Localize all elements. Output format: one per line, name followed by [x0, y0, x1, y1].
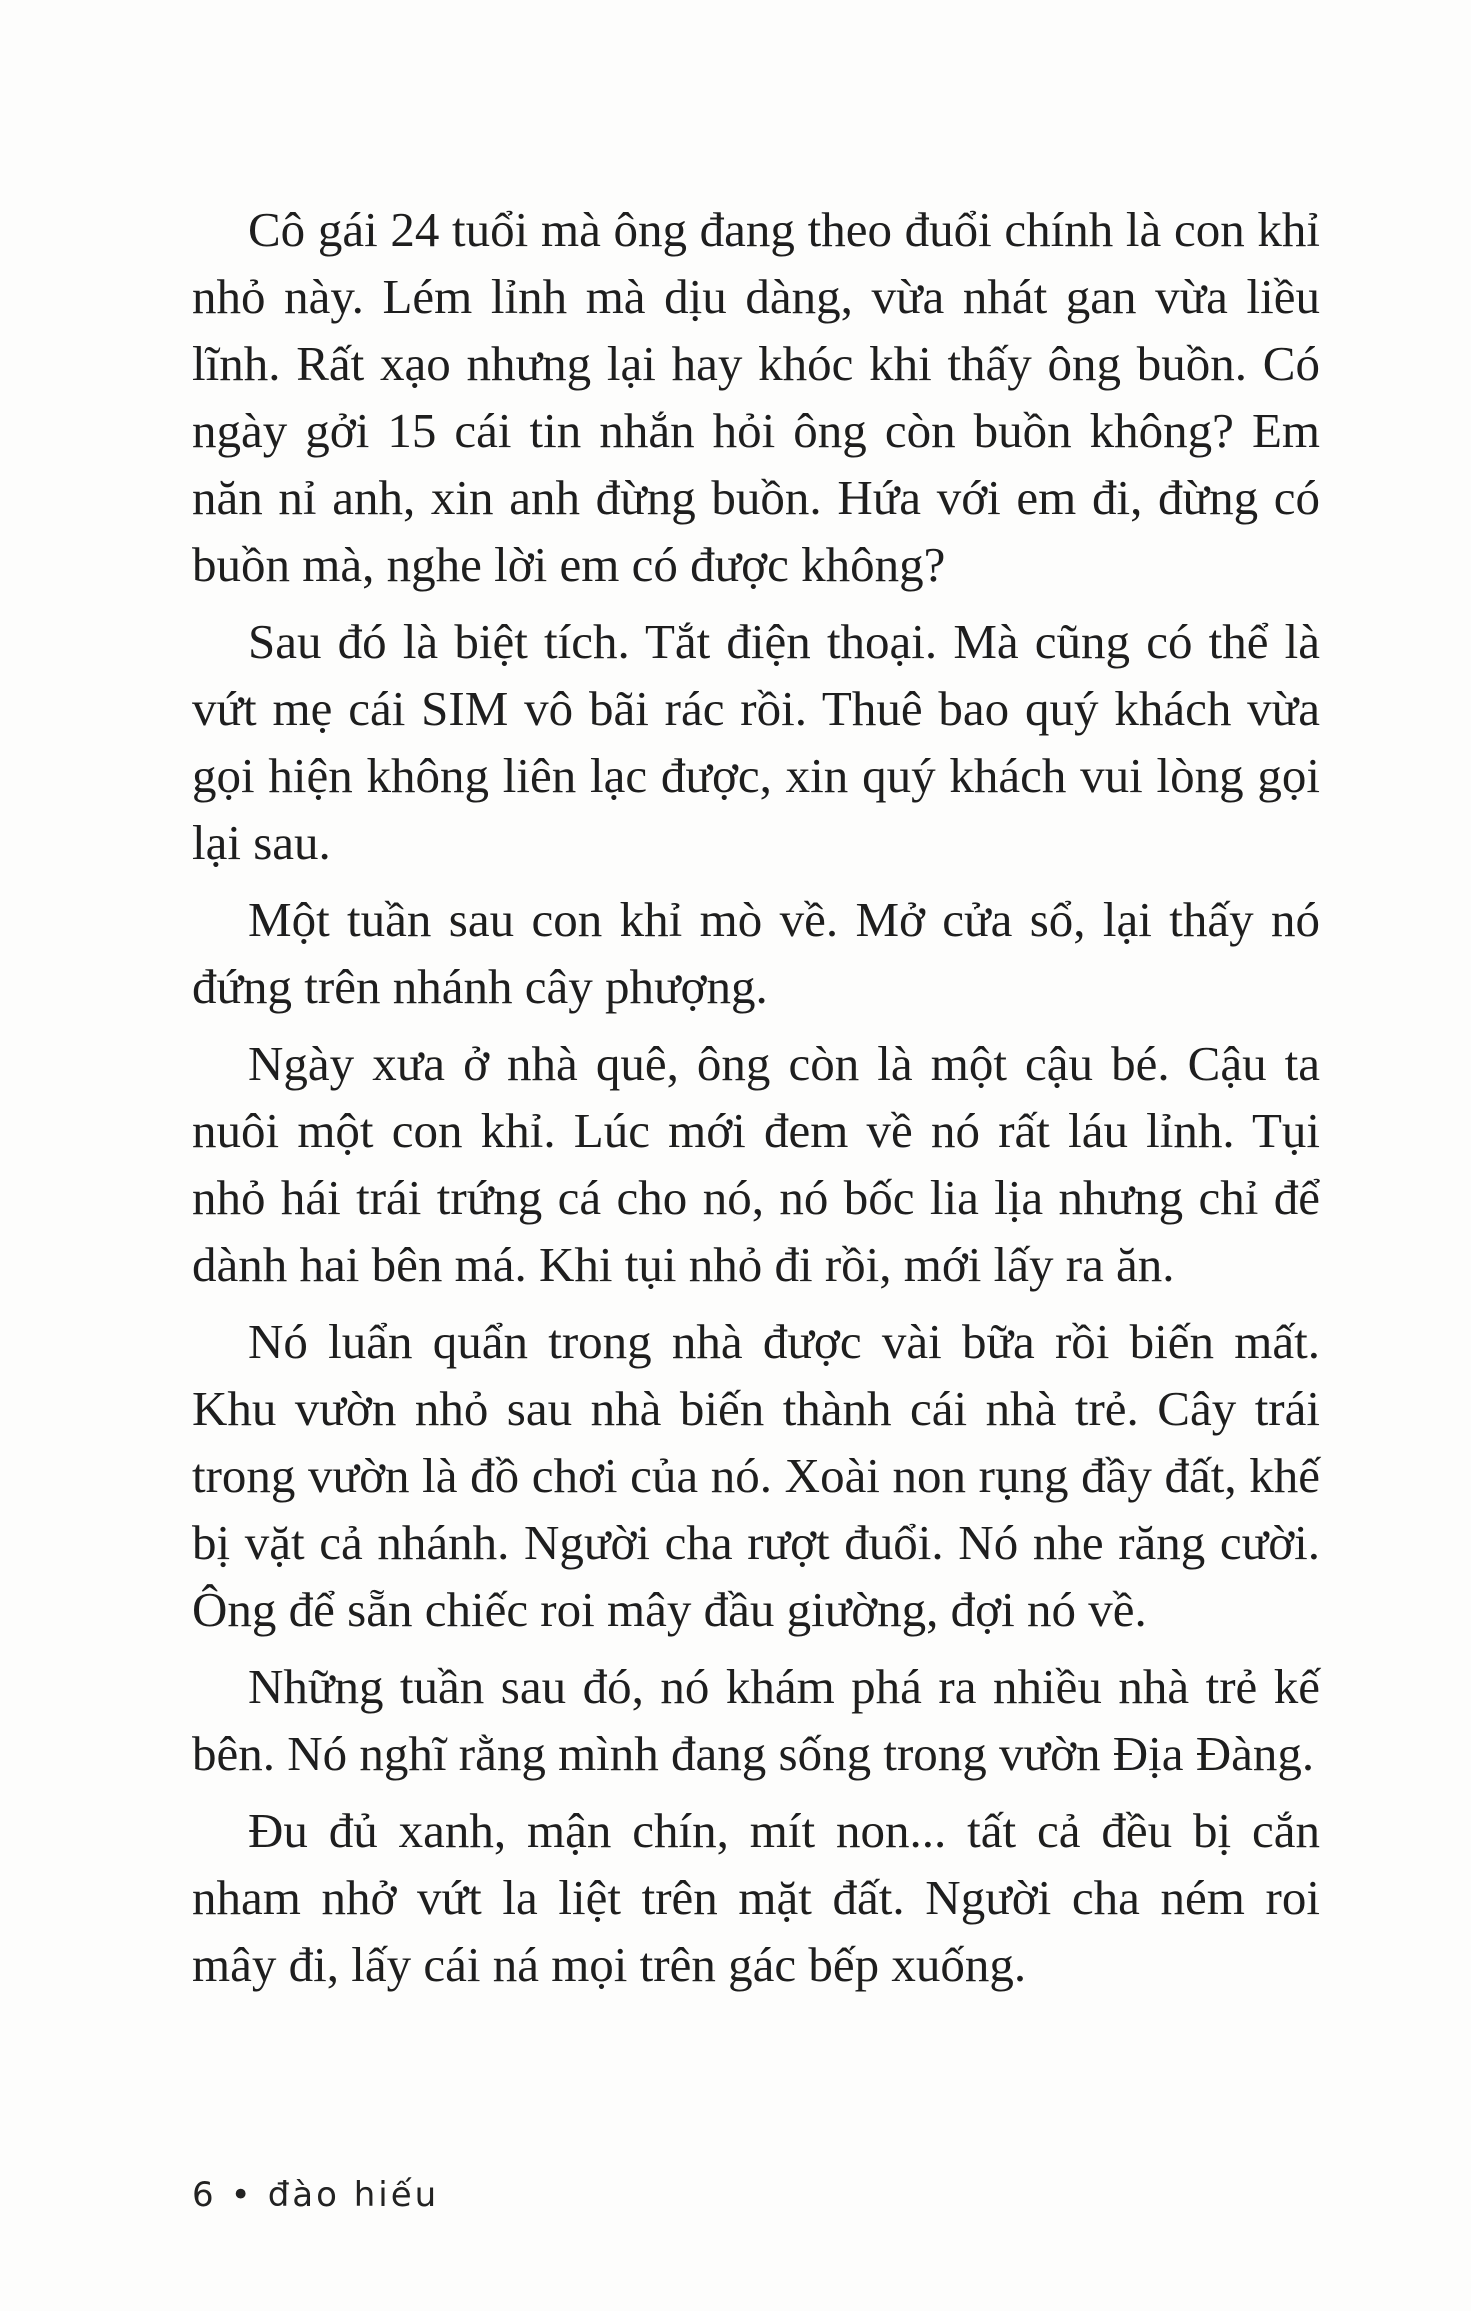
paragraph-4: Ngày xưa ở nhà quê, ông còn là một cậu bé. Cậu ta nuôi một con khỉ. Lúc mới đem về nó rất láu lỉnh. Tụi nhỏ hái trái trứng cá cho nó, nó bốc lia lịa nhưng chỉ để dành hai bên má. Khi tụi nhỏ đi rồi, mới lấy ra ăn.	[192, 1036, 1320, 1292]
page-number: 6	[192, 2175, 217, 2215]
paragraph-7: Đu đủ xanh, mận chín, mít non... tất cả đều bị cắn nham nhở vứt la liệt trên mặt đất. Người cha ném roi mây đi, lấy cái ná mọi trên gác bếp xuống.	[192, 1803, 1320, 1992]
paragraph-2: Sau đó là biệt tích. Tắt điện thoại. Mà cũng có thể là vứt mẹ cái SIM vô bãi rác rồi. Thuê bao quý khách vừa gọi hiện không liên lạc được, xin quý khách vui lòng gọi lại sau.	[192, 614, 1320, 870]
author-name: đào hiếu	[267, 2175, 440, 2215]
paragraph-3: Một tuần sau con khỉ mò về. Mở cửa sổ, lại thấy nó đứng trên nhánh cây phượng.	[192, 892, 1320, 1014]
page-footer	[192, 2175, 439, 2215]
body-text	[192, 196, 1320, 2008]
paragraph-1: Cô gái 24 tuổi mà ông đang theo đuổi chính là con khỉ nhỏ này. Lém lỉnh mà dịu dàng, vừa nhát gan vừa liều lĩnh. Rất xạo nhưng lại hay khóc khi thấy ông buồn. Có ngày gởi 15 cái tin nhắn hỏi ông còn buồn không? Em năn nỉ anh, xin anh đừng buồn. Hứa với em đi, đừng có buồn mà, nghe lời em có được không?	[192, 202, 1320, 592]
footer-separator: •	[230, 2175, 254, 2215]
paragraph-5: Nó luẩn quẩn trong nhà được vài bữa rồi biến mất. Khu vườn nhỏ sau nhà biến thành cái nhà trẻ. Cây trái trong vườn là đồ chơi của nó. Xoài non rụng đầy đất, khế bị vặt cả nhánh. Người cha rượt đuổi. Nó nhe răng cười. Ông để sẵn chiếc roi mây đầu giường, đợi nó về.	[192, 1314, 1320, 1637]
paragraph-6: Những tuần sau đó, nó khám phá ra nhiều nhà trẻ kế bên. Nó nghĩ rằng mình đang sống trong vườn Địa Đàng.	[192, 1659, 1320, 1781]
